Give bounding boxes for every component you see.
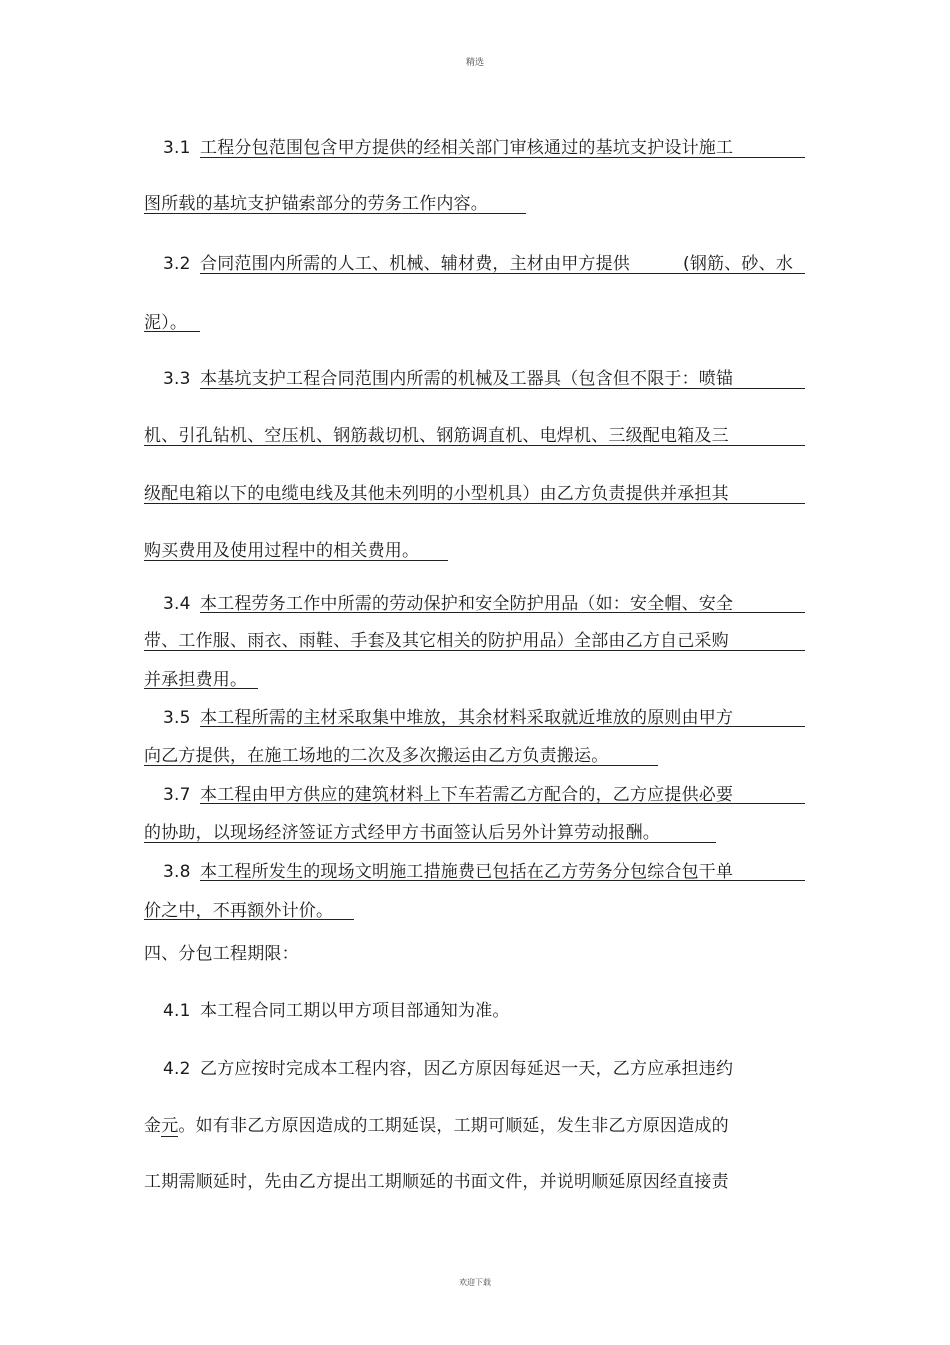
- clause-number: 3.8: [163, 862, 191, 882]
- clause-number: 4.2: [163, 1059, 191, 1079]
- clause-text: 金: [144, 1116, 162, 1136]
- clause-4-1: [163, 1000, 510, 1022]
- page-footer: 欢迎下载: [459, 1278, 491, 1287]
- clause-text: 本工程由甲方供应的建筑材料上下车若需乙方配合的，乙方应提供必要: [200, 785, 734, 805]
- clause-4-2-line-1: [163, 1058, 733, 1080]
- underline: [144, 331, 200, 332]
- clause-text: 本工程所需的主材采取集中堆放，其余材料采取就近堆放的原则由甲方: [200, 708, 734, 728]
- clause-text: 。如有非乙方原因造成的工期延误，工期可顺延，发生非乙方原因造成的: [178, 1116, 729, 1136]
- clause-3-1-line-2: 图所载的基坑支护锚索部分的劳务工作内容。: [144, 194, 488, 214]
- underline: [144, 560, 448, 561]
- clause-4-2-line-2: [144, 1115, 729, 1137]
- clause-3-8-line-2: 价之中，不再额外计价。: [144, 901, 334, 921]
- section-4-title: 四、分包工程期限：: [144, 944, 299, 964]
- underline: [144, 650, 805, 651]
- underline: [144, 842, 716, 843]
- clause-text: 本基坑支护工程合同范围内所需的机械及工器具（包含但不限于：喷锚: [200, 369, 734, 389]
- clause-number: 3.5: [163, 708, 191, 728]
- clause-number: 3.1: [163, 138, 191, 158]
- clause-text: 合同范围内所需的人工、机械、辅材费，主材由甲方提供: [200, 254, 630, 274]
- clause-3-7-line-2: 的协助，以现场经济签证方式经甲方书面签认后另外计算劳动报酬。: [144, 823, 660, 843]
- clause-3-3-line-4: 购买费用及使用过程中的相关费用。: [144, 541, 420, 561]
- clause-text: 本工程所发生的现场文明施工措施费已包括在乙方劳务分包综合包干单: [200, 862, 734, 882]
- underline: [144, 919, 354, 920]
- underline: [200, 157, 805, 158]
- clause-4-2-line-3: 工期需顺延时，先由乙方提出工期顺延的书面文件，并说明顺延原因经直接责: [144, 1172, 729, 1192]
- page-header: 精选: [465, 58, 484, 68]
- clause-number: 3.3: [163, 369, 191, 389]
- underline: [200, 726, 805, 727]
- clause-text: 本工程劳务工作中所需的劳动保护和安全防护用品（如：安全帽、安全: [200, 594, 734, 614]
- underline: [200, 273, 805, 274]
- clause-3-4-line-2: 带、工作服、雨衣、雨鞋、手套及其它相关的防护用品）全部由乙方自己采购: [144, 631, 729, 651]
- underline: [200, 880, 805, 881]
- underline: [144, 213, 526, 214]
- clause-3-2-line-1: [163, 253, 630, 275]
- clause-number: 3.4: [163, 594, 191, 614]
- clause-3-1-line-1: [163, 137, 733, 159]
- clause-3-3-line-1: [163, 368, 733, 390]
- clause-3-2-line-1b: (钢筋、砂、水: [683, 254, 794, 274]
- clause-number: 4.1: [163, 1001, 191, 1021]
- underline: [144, 445, 805, 446]
- clause-3-3-line-3: 级配电箱以下的电缆电线及其他未列明的小型机具）由乙方负责提供并承担其: [144, 484, 729, 504]
- clause-3-4-line-3: 并承担费用。: [144, 670, 248, 690]
- clause-text: 工程分包范围包含甲方提供的经相关部门审核通过的基坑支护设计施工: [200, 138, 734, 158]
- penalty-amount-blank: 元: [161, 1116, 179, 1136]
- underline: [200, 612, 805, 613]
- clause-text: 乙方应按时完成本工程内容，因乙方原因每延迟一天，乙方应承担违约: [200, 1059, 734, 1079]
- clause-3-3-line-2: 机、引孔钻机、空压机、钢筋裁切机、钢筋调直机、电焊机、三级配电箱及三: [144, 426, 729, 446]
- clause-text: 本工程合同工期以甲方项目部通知为准。: [200, 1001, 510, 1021]
- clause-number: 3.7: [163, 785, 191, 805]
- clause-3-2-line-2: 泥）。: [144, 313, 188, 333]
- underline: [200, 388, 805, 389]
- underline: [144, 688, 258, 689]
- underline: [200, 803, 805, 804]
- underline: [144, 503, 805, 504]
- clause-number: 3.2: [163, 254, 191, 274]
- clause-3-5-line-2: 向乙方提供，在施工场地的二次及多次搬运由乙方负责搬运。: [144, 746, 609, 766]
- underline: [144, 765, 658, 766]
